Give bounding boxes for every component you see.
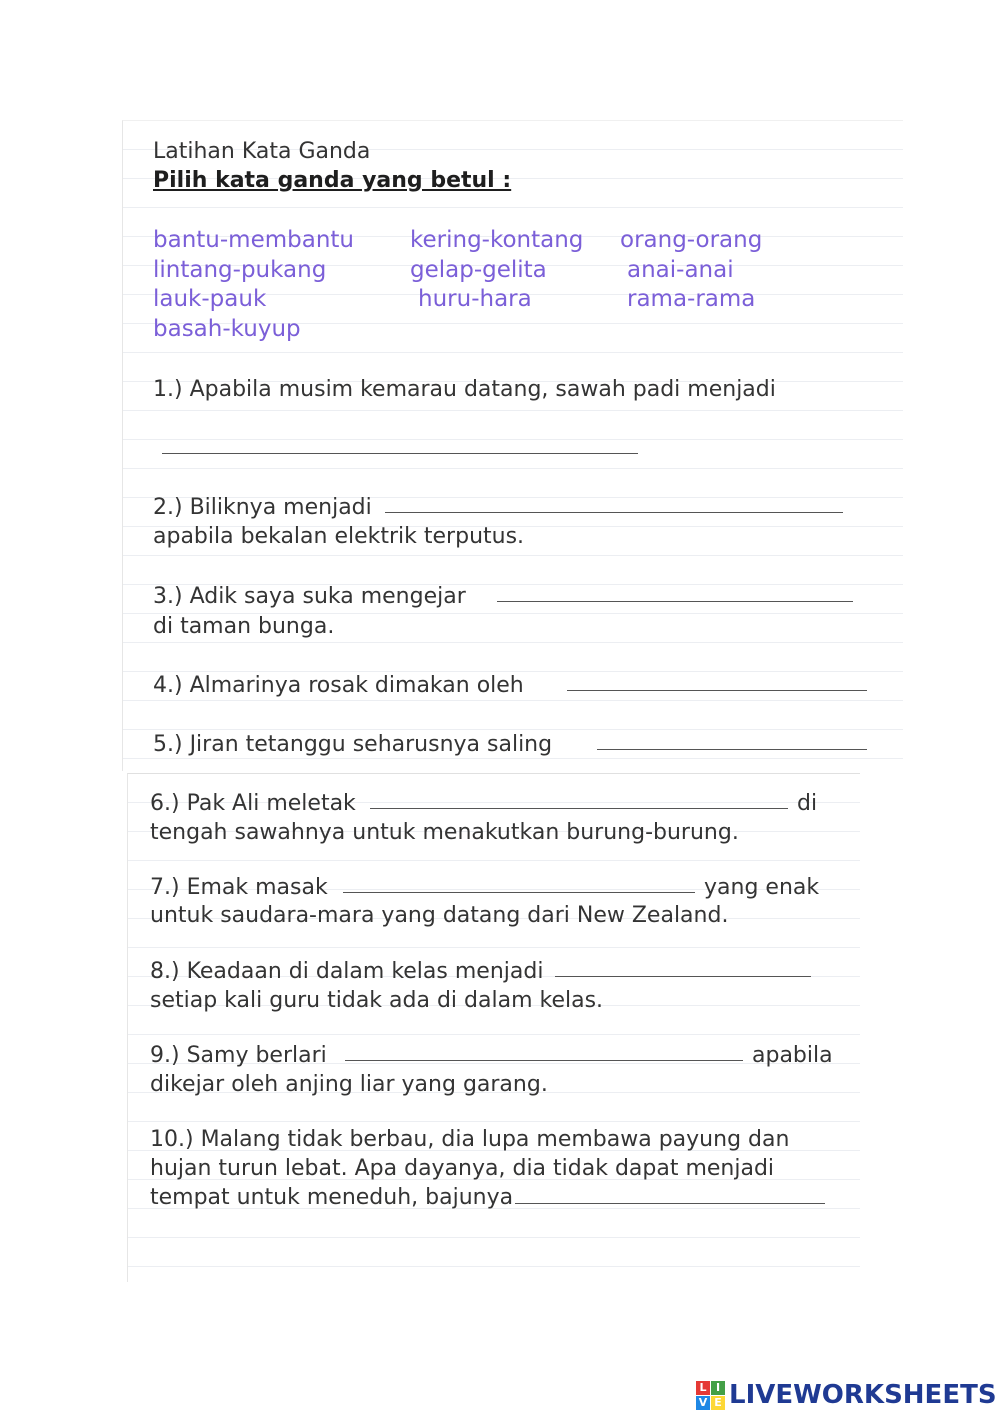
question-9-text: 9.) Samy berlari: [150, 1043, 327, 1068]
question-4-answer-blank[interactable]: [567, 690, 867, 691]
word-bank-item: lintang-pukang: [153, 257, 327, 283]
logo-tile: V: [696, 1396, 710, 1410]
question-6-text-after: di: [797, 791, 818, 816]
question-6-text-cont: tengah sawahnya untuk menakutkan burung-burung.: [150, 820, 739, 845]
logo-mark-icon: [696, 1381, 725, 1410]
question-9-text-cont: dikejar oleh anjing liar yang garang.: [150, 1072, 548, 1097]
question-1-answer-blank[interactable]: [162, 453, 638, 454]
question-7-text-after: yang enak: [704, 875, 820, 900]
question-8-text: 8.) Keadaan di dalam kelas menjadi: [150, 959, 544, 984]
word-bank-item: huru-hara: [418, 286, 532, 312]
word-bank-item: orang-orang: [620, 227, 763, 253]
question-5-text: 5.) Jiran tetanggu seharusnya saling: [153, 732, 553, 757]
question-5-answer-blank[interactable]: [597, 749, 867, 750]
liveworksheets-logo[interactable]: [696, 1378, 997, 1412]
question-10-text: 10.) Malang tidak berbau, dia lupa membawa payung dan: [150, 1127, 790, 1152]
question-1-text: 1.) Apabila musim kemarau datang, sawah padi menjadi: [153, 377, 776, 402]
logo-text: LIVEWORKSHEETS: [729, 1380, 997, 1410]
question-2-text-cont: apabila bekalan elektrik terputus.: [153, 524, 525, 549]
word-bank-item: anai-anai: [627, 257, 734, 283]
question-3-text: 3.) Adik saya suka mengejar: [153, 584, 466, 609]
word-bank-item: basah-kuyup: [153, 316, 301, 342]
logo-tile: I: [711, 1381, 725, 1395]
word-bank-item: rama-rama: [627, 286, 756, 312]
question-6-text: 6.) Pak Ali meletak: [150, 791, 356, 816]
question-10-answer-blank[interactable]: [515, 1203, 825, 1204]
question-10-text-cont-2: tempat untuk meneduh, bajunya: [150, 1185, 514, 1210]
word-bank-item: lauk-pauk: [153, 286, 267, 312]
question-3-answer-blank[interactable]: [497, 601, 853, 602]
worksheet-title: Latihan Kata Ganda: [153, 139, 371, 164]
word-bank-item: gelap-gelita: [410, 257, 547, 283]
question-7-text-cont: untuk saudara-mara yang datang dari New Zealand.: [150, 903, 729, 928]
question-7-answer-blank[interactable]: [343, 892, 695, 893]
word-bank-item: bantu-membantu: [153, 227, 354, 253]
worksheet-instruction: Pilih kata ganda yang betul :: [153, 168, 512, 193]
logo-tile: L: [696, 1381, 710, 1395]
question-9-text-after: apabila: [752, 1043, 833, 1068]
question-6-answer-blank[interactable]: [370, 808, 788, 809]
question-2-answer-blank[interactable]: [385, 512, 843, 513]
question-8-answer-blank[interactable]: [555, 976, 811, 977]
question-3-text-cont: di taman bunga.: [153, 614, 335, 639]
question-2-text: 2.) Biliknya menjadi: [153, 495, 372, 520]
question-8-text-cont: setiap kali guru tidak ada di dalam kelas.: [150, 988, 604, 1013]
question-7-text: 7.) Emak masak: [150, 875, 328, 900]
logo-tile: E: [711, 1396, 725, 1410]
word-bank-item: kering-kontang: [410, 227, 584, 253]
question-10-text-cont: hujan turun lebat. Apa dayanya, dia tidak dapat menjadi: [150, 1156, 775, 1181]
question-4-text: 4.) Almarinya rosak dimakan oleh: [153, 673, 524, 698]
question-9-answer-blank[interactable]: [345, 1060, 743, 1061]
